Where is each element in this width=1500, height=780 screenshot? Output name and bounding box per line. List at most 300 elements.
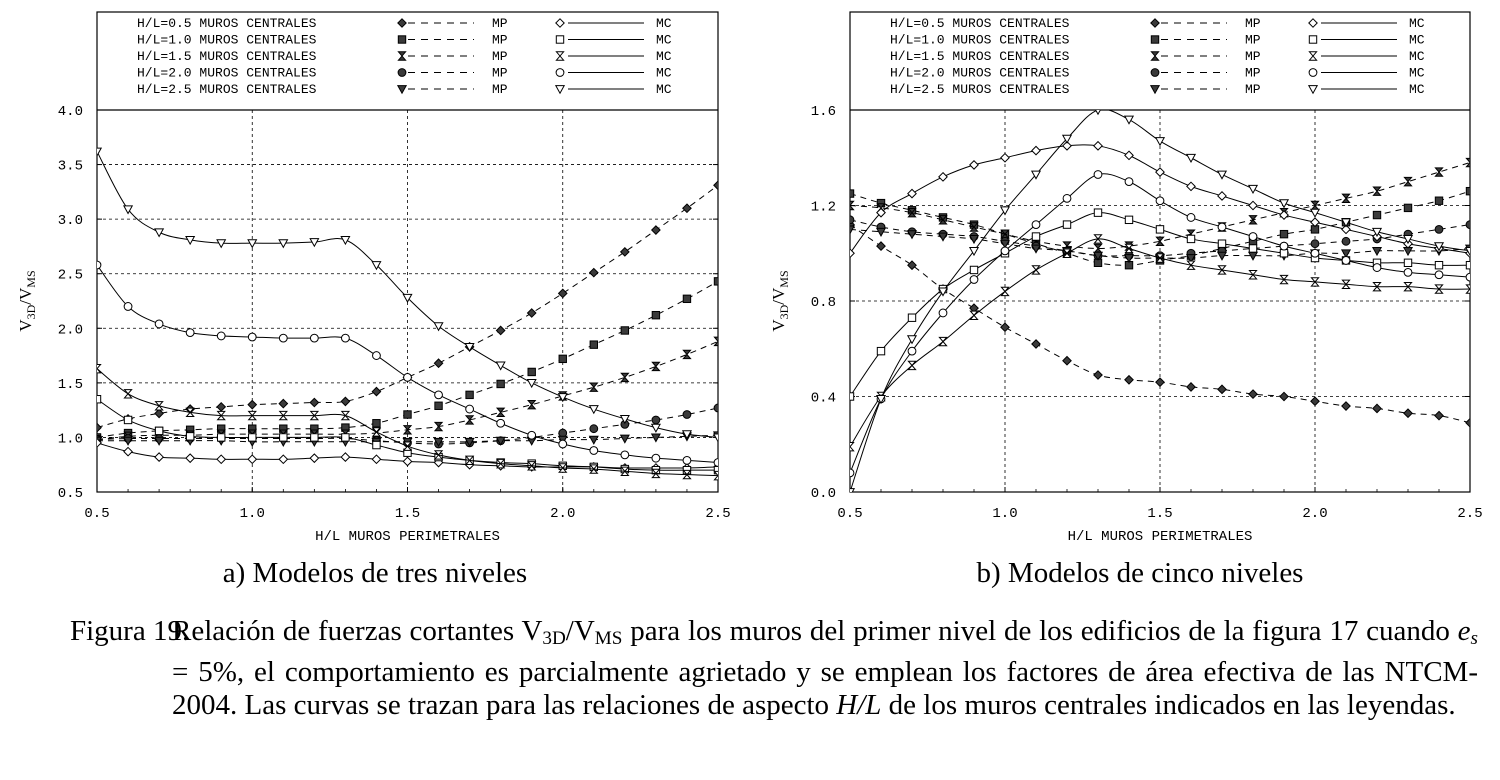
y-axis-label-part: 3D	[777, 304, 791, 320]
y-axis-label-part: MS	[777, 270, 791, 288]
data-point	[1311, 397, 1319, 405]
data-point	[590, 406, 598, 414]
x-tick-label: 1.0	[239, 506, 265, 522]
data-point	[528, 379, 536, 387]
data-point	[908, 336, 916, 344]
data-point	[621, 435, 629, 443]
x-tick-label: 2.5	[705, 506, 731, 522]
caption-mid1: para los muros del primer nivel de los edificios de la figura 17 cuando	[622, 615, 1458, 647]
caption-sub-3d: 3D	[542, 628, 566, 650]
series-mc-5	[93, 148, 722, 442]
data-point	[621, 373, 628, 381]
data-point	[341, 453, 349, 461]
data-point	[877, 242, 885, 250]
y-axis-label-part: /V	[769, 287, 788, 305]
legend-mc-marker	[1309, 69, 1317, 77]
data-point	[652, 311, 659, 318]
data-point	[1032, 221, 1040, 229]
data-point	[970, 311, 977, 319]
x-tick-label: 1.5	[1147, 506, 1173, 522]
data-point	[1311, 240, 1319, 248]
data-point	[1094, 142, 1102, 150]
data-point	[372, 387, 380, 395]
caption-sub-ms: MS	[594, 628, 623, 650]
legend-label: H/L=1.0 MUROS CENTRALES	[137, 32, 317, 48]
panel-title-b: b) Modelos de cinco niveles	[976, 557, 1304, 589]
data-point	[124, 390, 131, 398]
data-point	[590, 383, 597, 391]
data-point	[1032, 266, 1039, 274]
data-point	[1435, 197, 1442, 204]
data-point	[1218, 171, 1226, 179]
legend-mp-marker	[1151, 86, 1159, 94]
data-point	[434, 323, 442, 331]
data-point	[652, 454, 660, 462]
data-point	[1001, 247, 1009, 255]
legend-mc-label: MC	[1409, 65, 1425, 81]
data-point	[1218, 240, 1225, 247]
legend-mp-marker	[398, 86, 406, 94]
data-point	[939, 173, 947, 181]
legend-mc-marker	[556, 19, 564, 27]
legend-row	[137, 49, 672, 64]
data-point	[683, 295, 690, 302]
legend-row	[890, 82, 1425, 97]
legend-label: H/L=1.5 MUROS CENTRALES	[137, 49, 317, 64]
data-point	[466, 416, 473, 424]
x-tick-label: 0.5	[84, 506, 110, 522]
data-point	[373, 420, 380, 427]
data-point	[1249, 233, 1257, 241]
legend-row	[890, 33, 1425, 48]
data-point	[93, 364, 100, 372]
data-point	[1342, 402, 1350, 410]
data-point	[846, 190, 853, 197]
y-tick-label: 2.0	[57, 322, 83, 339]
data-point	[846, 249, 854, 257]
data-point	[939, 337, 946, 345]
legend-label: H/L=2.0 MUROS CENTRALES	[890, 65, 1070, 81]
data-point	[341, 236, 349, 244]
data-point	[496, 362, 504, 370]
data-point	[279, 455, 287, 463]
data-point	[342, 334, 350, 342]
data-point	[970, 266, 977, 273]
data-point	[1435, 411, 1443, 419]
data-point	[1466, 187, 1473, 194]
legend-label: H/L=0.5 MUROS CENTRALES	[890, 16, 1070, 31]
data-point	[1063, 356, 1071, 364]
data-point	[1280, 230, 1287, 237]
data-point	[1342, 194, 1349, 202]
legend-row	[137, 82, 672, 97]
data-point	[435, 391, 443, 399]
data-point	[1404, 204, 1411, 211]
data-point	[528, 431, 536, 439]
legend-label: H/L=2.5 MUROS CENTRALES	[890, 82, 1070, 97]
data-point	[1311, 218, 1319, 226]
data-point	[1218, 385, 1226, 393]
legend-mp-marker	[1151, 19, 1159, 27]
data-point	[1404, 259, 1411, 266]
y-axis-label-part: V	[16, 319, 35, 332]
legend-mp-label: MP	[1245, 16, 1261, 31]
data-point	[310, 398, 318, 406]
data-point	[1249, 245, 1256, 252]
data-point	[403, 457, 411, 465]
y-tick-label: 3.0	[57, 213, 83, 230]
data-point	[311, 434, 318, 441]
legend-mp-label: MP	[492, 49, 508, 64]
data-point	[1373, 264, 1381, 272]
y-tick-label: 1.6	[810, 104, 836, 120]
data-point	[714, 459, 722, 467]
data-point	[846, 469, 854, 477]
data-point	[404, 411, 411, 418]
legend-mc-label: MC	[1409, 32, 1425, 48]
data-point	[1187, 214, 1195, 222]
data-point	[1218, 192, 1226, 200]
data-point	[1311, 249, 1319, 257]
y-axis-label-part: 3D	[24, 304, 38, 320]
legend-label: H/L=2.0 MUROS CENTRALES	[137, 65, 317, 81]
legend-mc-marker	[1309, 19, 1317, 27]
data-point	[559, 289, 567, 297]
series-line	[97, 185, 718, 427]
data-point	[1032, 340, 1040, 348]
data-point	[310, 334, 318, 342]
data-point	[908, 261, 916, 269]
data-point	[1187, 235, 1194, 242]
data-point	[217, 332, 225, 340]
data-point	[1094, 371, 1102, 379]
caption-body	[172, 615, 1478, 723]
y-tick-label: 1.2	[810, 199, 836, 216]
legend-mp-marker	[398, 19, 406, 27]
legend-row	[890, 66, 1425, 81]
y-tick-label: 0.5	[57, 486, 83, 502]
data-point	[1280, 250, 1287, 257]
legend-mp-label: MP	[1245, 82, 1261, 97]
data-point	[714, 404, 722, 412]
data-point	[404, 374, 412, 382]
data-point	[1342, 257, 1350, 265]
data-point	[466, 405, 474, 413]
caption-es-var: e	[1457, 615, 1471, 647]
data-point	[1156, 168, 1164, 176]
data-point	[683, 456, 691, 464]
x-axis-label: H/L MUROS PERIMETRALES	[315, 529, 500, 545]
data-point	[248, 400, 256, 408]
data-point	[1249, 390, 1257, 398]
data-point	[186, 433, 193, 440]
data-point	[93, 261, 101, 269]
data-point	[528, 400, 535, 408]
data-point	[497, 408, 504, 416]
data-point	[93, 148, 101, 156]
data-point	[155, 320, 163, 328]
data-point	[124, 416, 131, 423]
x-tick-label: 2.0	[1302, 506, 1328, 522]
legend-mc-label: MC	[656, 65, 672, 81]
data-point	[1249, 201, 1257, 209]
y-tick-label: 2.5	[57, 267, 83, 284]
caption-label: Figura 19.	[70, 615, 190, 647]
legend-mc-marker	[556, 86, 564, 94]
data-point	[466, 391, 473, 398]
legend-mp-label: MP	[1245, 65, 1261, 81]
chart-panel-b	[769, 12, 1483, 589]
data-point	[590, 268, 598, 276]
legend-label: H/L=1.0 MUROS CENTRALES	[890, 32, 1070, 48]
data-point	[1435, 168, 1442, 176]
data-point	[1249, 185, 1257, 193]
data-point	[1404, 268, 1412, 276]
data-point	[1156, 378, 1164, 386]
data-point	[1001, 154, 1009, 162]
y-tick-label: 0.8	[810, 295, 836, 311]
data-point	[683, 411, 691, 419]
y-tick-label: 0.0	[810, 486, 836, 502]
data-point	[1342, 237, 1350, 245]
legend-row	[137, 33, 672, 48]
data-point	[373, 441, 380, 448]
data-point	[310, 454, 318, 462]
data-point	[908, 361, 915, 369]
data-point	[908, 314, 915, 321]
data-point	[1466, 419, 1474, 427]
y-axis-label-part: V	[769, 319, 788, 332]
data-point	[1280, 200, 1288, 208]
data-point	[1094, 209, 1101, 216]
legend-mc-label: MC	[656, 16, 672, 31]
legend-row	[890, 16, 1425, 31]
x-tick-label: 2.5	[1457, 506, 1483, 522]
data-point	[559, 440, 567, 448]
legend-mc-marker	[556, 69, 564, 77]
data-point	[124, 447, 132, 455]
data-point	[1125, 376, 1133, 384]
legend-mc-marker	[556, 52, 563, 60]
data-point	[1187, 154, 1195, 162]
legend-mp-label: MP	[1245, 32, 1261, 48]
data-point	[341, 397, 349, 405]
legend-label: H/L=0.5 MUROS CENTRALES	[137, 16, 317, 31]
data-point	[1187, 383, 1195, 391]
data-point	[528, 309, 536, 317]
data-point	[970, 276, 978, 284]
x-tick-label: 1.0	[992, 506, 1018, 522]
legend-mc-label: MC	[656, 32, 672, 48]
y-axis-label	[16, 270, 38, 331]
data-point	[1249, 216, 1256, 224]
data-point	[1373, 187, 1380, 195]
data-point	[621, 248, 629, 256]
data-point	[908, 347, 916, 355]
data-point	[217, 455, 225, 463]
data-point	[373, 428, 380, 436]
legend	[890, 16, 1425, 97]
data-point	[1032, 233, 1039, 240]
legend-mc-marker	[556, 36, 563, 43]
legend-mp-marker	[1151, 69, 1159, 77]
data-point	[249, 434, 256, 441]
data-point	[1373, 404, 1381, 412]
data-point	[621, 451, 629, 459]
legend-mc-label: MC	[1409, 82, 1425, 97]
data-point	[1404, 409, 1412, 417]
data-point	[1435, 225, 1443, 233]
data-point	[1404, 177, 1411, 185]
legend-mp-marker	[398, 52, 405, 60]
x-axis-label: H/L MUROS PERIMETRALES	[1067, 529, 1253, 545]
chart-panel-a	[16, 12, 731, 589]
data-point	[714, 181, 722, 189]
data-point	[1001, 323, 1009, 331]
data-point	[1466, 273, 1474, 281]
legend-mp-marker	[1151, 36, 1158, 43]
y-tick-label: 1.0	[57, 431, 83, 448]
y-tick-label: 0.4	[810, 390, 836, 407]
data-point	[248, 455, 256, 463]
data-point	[497, 419, 505, 427]
data-point	[1466, 158, 1473, 166]
data-point	[1063, 194, 1071, 202]
data-point	[714, 278, 721, 285]
legend-row	[137, 66, 672, 81]
data-point	[908, 189, 916, 197]
data-point	[559, 355, 566, 362]
data-point	[1466, 261, 1473, 268]
data-point	[1218, 223, 1226, 231]
legend-mp-marker	[398, 36, 405, 43]
data-point	[1435, 271, 1443, 279]
data-point	[652, 434, 660, 442]
x-tick-label: 0.5	[837, 506, 863, 522]
data-point	[1063, 221, 1070, 228]
legend-mc-label: MC	[1409, 49, 1425, 64]
legend-mc-marker	[1309, 52, 1316, 60]
series-group	[93, 148, 722, 480]
legend-mc-label: MC	[656, 49, 672, 64]
data-point	[496, 326, 504, 334]
data-point	[1001, 287, 1008, 295]
legend-mp-marker	[398, 69, 406, 77]
data-point	[1156, 226, 1163, 233]
data-point	[279, 334, 287, 342]
legend-mc-marker	[1309, 86, 1317, 94]
data-point	[1125, 178, 1133, 186]
data-point	[342, 434, 349, 441]
panel-title-a: a) Modelos de tres niveles	[222, 557, 528, 589]
y-tick-label: 3.5	[57, 158, 83, 175]
caption-es-sub: s	[1470, 628, 1478, 650]
data-point	[124, 303, 132, 311]
data-point	[714, 337, 721, 345]
data-point	[528, 368, 535, 375]
data-point	[1373, 211, 1380, 218]
data-point	[590, 447, 598, 455]
data-point	[280, 434, 287, 441]
y-axis-label-part: /V	[16, 287, 35, 305]
legend-mc-marker	[1309, 36, 1316, 43]
x-tick-label: 2.0	[550, 506, 576, 522]
data-point	[877, 347, 884, 354]
legend-mc-label: MC	[1409, 16, 1425, 31]
data-point	[1435, 261, 1442, 268]
data-point	[1094, 171, 1102, 179]
data-point	[93, 396, 100, 403]
data-point	[435, 402, 442, 409]
data-point	[939, 309, 947, 317]
data-point	[342, 411, 349, 419]
data-point	[93, 423, 101, 431]
legend-mp-label: MP	[492, 16, 508, 31]
legend-mp-label: MP	[1245, 49, 1261, 64]
y-tick-label: 1.5	[57, 376, 83, 393]
legend-mp-label: MP	[492, 82, 508, 97]
data-point	[218, 434, 225, 441]
y-axis-label	[769, 270, 791, 331]
data-point	[155, 427, 162, 434]
legend	[137, 16, 672, 97]
data-point	[248, 333, 256, 341]
caption-post: de los muros centrales indicados en las leyendas.	[881, 689, 1456, 722]
data-point	[846, 442, 853, 450]
data-point	[1032, 146, 1040, 154]
data-point	[1156, 138, 1164, 146]
data-point	[155, 229, 163, 237]
data-point	[186, 454, 194, 462]
y-tick-label: 4.0	[57, 104, 83, 120]
data-point	[1187, 182, 1195, 190]
data-point	[590, 341, 597, 348]
y-axis-label-part: MS	[24, 270, 38, 288]
legend-row	[137, 16, 672, 31]
legend-label: H/L=1.5 MUROS CENTRALES	[890, 49, 1070, 64]
data-point	[652, 416, 660, 424]
data-point	[652, 362, 659, 370]
data-point	[434, 359, 442, 367]
caption-pre: Relación de fuerzas cortantes V	[172, 615, 543, 647]
data-point	[590, 425, 598, 433]
data-point	[217, 403, 225, 411]
data-point	[1280, 242, 1288, 250]
data-point	[1125, 151, 1133, 159]
data-point	[156, 402, 163, 410]
data-point	[279, 399, 287, 407]
caption-hl-var: H/L	[836, 689, 882, 722]
x-tick-label: 1.5	[394, 506, 421, 522]
data-point	[846, 393, 853, 400]
data-point	[186, 329, 194, 337]
data-point	[1125, 116, 1133, 124]
data-point	[652, 226, 660, 234]
legend-label: H/L=2.5 MUROS CENTRALES	[137, 82, 317, 97]
legend-mp-marker	[1151, 52, 1158, 60]
data-point	[846, 216, 854, 224]
data-point	[155, 453, 163, 461]
data-point	[683, 204, 691, 212]
data-point	[621, 327, 628, 334]
caption-slash: /V	[565, 615, 595, 647]
data-point	[373, 352, 381, 360]
caption-mid2: = 5%, el comportamiento es parcialmente agrietado y se emplean los factores de área efectiva de las NTCM-2004. Las curvas se trazan para las relaciones de aspecto	[172, 655, 1478, 722]
data-point	[970, 161, 978, 169]
data-point	[1125, 216, 1132, 223]
legend-row	[890, 49, 1425, 64]
legend-mp-label: MP	[492, 65, 508, 81]
